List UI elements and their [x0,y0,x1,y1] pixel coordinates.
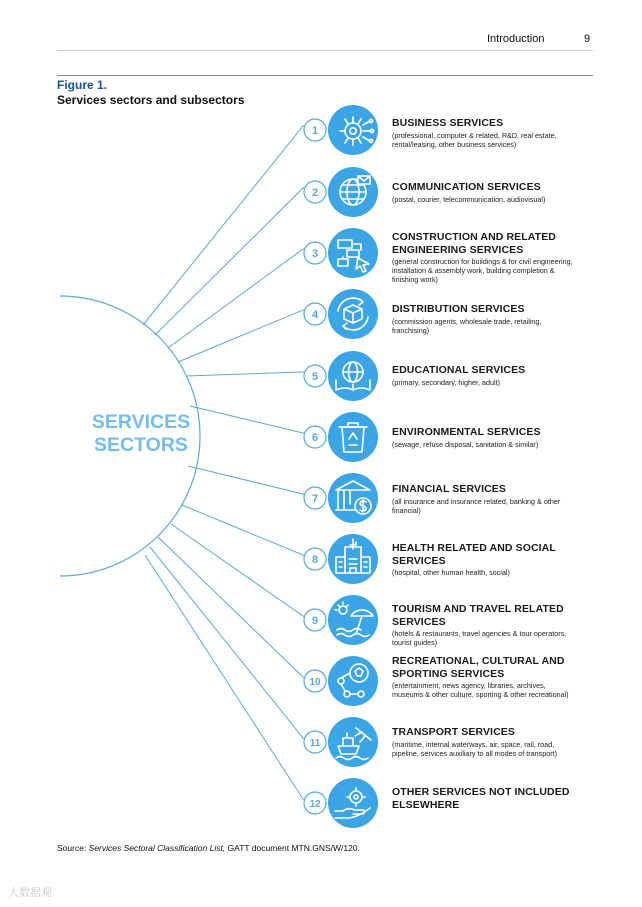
sector-item [392,231,577,284]
sector-description: (hospital, other human health, social) [392,568,510,577]
source-prefix: Source: [57,843,89,853]
sector-description: (general construction for buildings & for civil engineering, installation & assembly work, building completion & finishing work) [392,257,573,284]
connector-line [178,310,315,362]
sector-name: FINANCIAL SERVICES [392,483,507,495]
connector-line [188,466,315,498]
sector-item [392,483,577,515]
sector-name: HEALTH RELATED AND SOCIAL SERVICES [392,542,556,567]
sector-number: 11 [309,738,321,749]
sector-icon-circle [328,351,378,401]
connector-line [143,126,315,325]
sector-name: TOURISM AND TRAVEL RELATED SERVICES [392,603,564,628]
sector-item [392,786,577,811]
sector-icon-circle [328,656,378,706]
sector-name: ENVIRONMENTAL SERVICES [392,426,541,438]
connector-line [186,372,315,376]
source-note [57,843,360,853]
connector-line [190,406,315,437]
source-title: Services Sectoral Classification List, [88,843,226,853]
sector-number: 1 [311,125,319,137]
sector-item [392,303,577,335]
page-number: 9 [584,33,591,45]
sector-number: 7 [311,493,319,505]
sector-icon-circle [328,228,378,278]
sector-description: (primary, secondary, higher, adult) [392,377,500,387]
sector-name: OTHER SERVICES NOT INCLUDED ELSEWHERE [392,786,570,811]
sector-name: COMMUNICATION SERVICES [392,181,541,193]
sector-number: 2 [311,187,319,199]
sector-name: DISTRIBUTION SERVICES [392,303,525,315]
connector-lines [143,126,315,803]
sector-number: 3 [311,248,319,260]
sector-number: 10 [309,677,321,688]
sector-icon-circle [328,412,378,462]
sector-description: (hotels & restaurants, travel agencies & tour operators, tourist guides) [392,629,567,647]
connector-line [158,537,315,681]
sector-item [392,726,577,758]
sector-icon-circle [328,595,378,645]
watermark-logo: 大数据观 [8,887,52,899]
sector-number: 9 [311,615,319,627]
sector-description: (postal, courier, telecommunication, audiovisual) [392,194,546,204]
hub-label-line1: SERVICES [91,411,191,433]
figure-title: Services sectors and subsectors [57,93,245,107]
sector-item [392,655,577,699]
connector-line [168,249,315,348]
sector-description: (professional, computer & related, R&D, real estate, rental/leasing, other business services) [392,130,557,149]
sector-number: 6 [311,432,319,444]
sector-item [392,426,577,449]
sector-description: (commission agents, wholesale trade, retailing, franchising) [392,316,542,335]
sector-description: (all insurance and insurance related, banking & other financial) [392,496,561,515]
connector-line [150,547,315,742]
hub-label-line2: SECTORS [94,434,188,456]
connector-line [182,505,315,559]
sector-description: (maritime, internal waterways, air, space, rail, road, pipeline, services auxiliary to all modes of transport) [392,739,557,758]
sector-description: (sewage, refuse disposal, sanitation & similar) [392,439,539,449]
sector-name: EDUCATIONAL SERVICES [392,364,526,376]
sector-number: 5 [311,371,319,383]
sector-number: 4 [311,309,319,321]
sector-name: TRANSPORT SERVICES [392,726,515,738]
sector-name: CONSTRUCTION AND RELATED ENGINEERING SERVICES [392,231,556,256]
sector-number: 12 [309,799,321,810]
sector-item [392,542,577,577]
connector-line [171,524,315,620]
sector-item [392,364,577,387]
sector-name: BUSINESS SERVICES [392,117,504,129]
sector-item [392,181,577,204]
source-rest: GATT document MTN.GNS/W/120. [225,843,360,853]
connector-line [145,555,315,803]
sector-number: 8 [311,554,319,566]
sector-item [392,603,577,647]
running-header: Introduction [487,33,545,45]
sector-name: RECREATIONAL, CULTURAL AND SPORTING SERVICES [392,655,565,680]
sector-description: (entertainment, news agency, libraries, archives, museums & other culture, sporting & other recreational) [392,681,569,699]
sector-item [392,117,577,149]
figure-label: Figure 1. [57,78,108,92]
